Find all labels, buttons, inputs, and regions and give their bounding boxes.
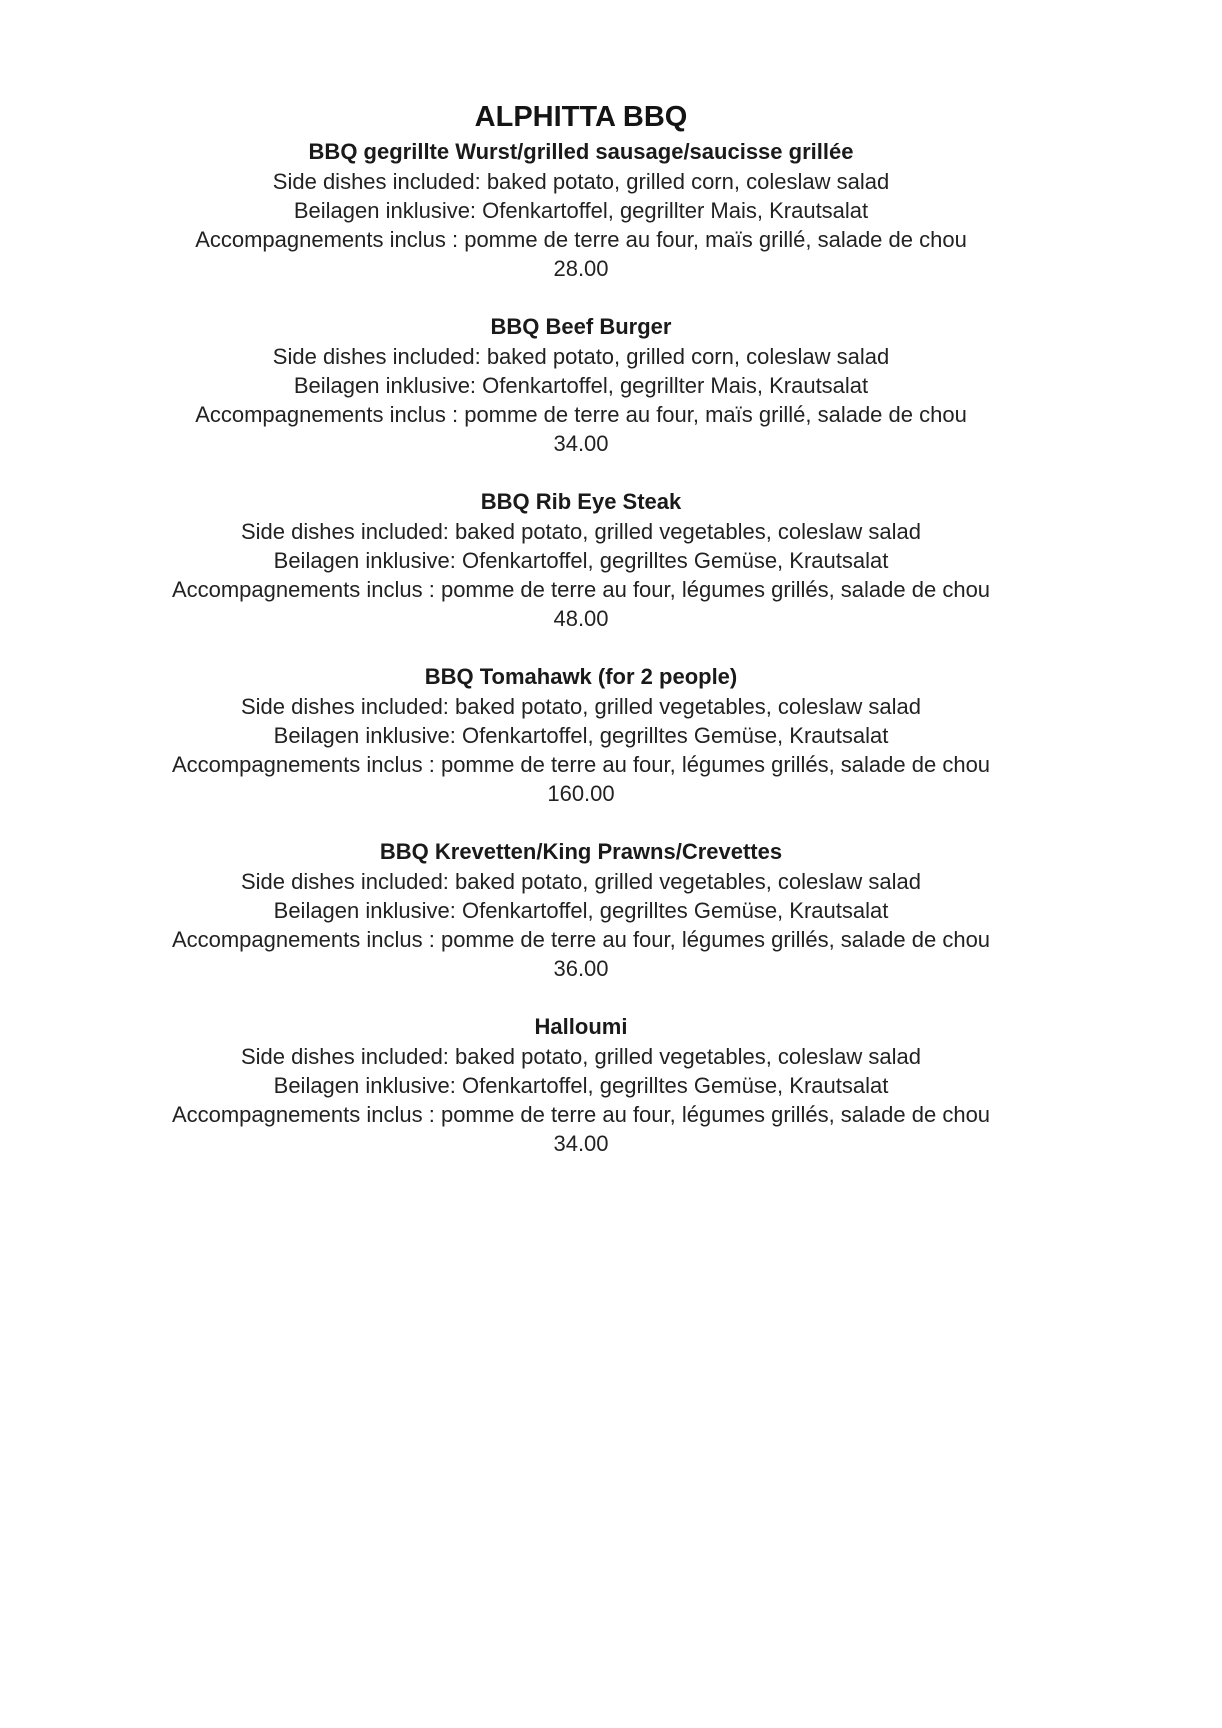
menu-item — [0, 137, 1162, 283]
side-dishes-english: Side dishes included: baked potato, grilled vegetables, coleslaw salad — [241, 1044, 921, 1069]
item-price: 34.00 — [553, 431, 609, 456]
side-dishes-french: Accompagnements inclus : pomme de terre au four, légumes grillés, salade de chou — [171, 577, 991, 602]
menu — [0, 97, 1162, 1158]
side-dishes-german: Beilagen inklusive: Ofenkartoffel, gegrilltes Gemüse, Krautsalat — [273, 723, 889, 748]
side-dishes-english: Side dishes included: baked potato, grilled vegetables, coleslaw salad — [241, 694, 921, 719]
item-price: 160.00 — [547, 781, 615, 806]
side-dishes-german: Beilagen inklusive: Ofenkartoffel, gegrilltes Gemüse, Krautsalat — [273, 548, 889, 573]
item-name: BBQ Beef Burger — [490, 314, 672, 339]
side-dishes-french: Accompagnements inclus : pomme de terre au four, légumes grillés, salade de chou — [171, 1102, 991, 1127]
menu-title: ALPHITTA BBQ — [474, 101, 688, 133]
side-dishes-english: Side dishes included: baked potato, grilled corn, coleslaw salad — [272, 169, 890, 194]
menu-item — [0, 837, 1162, 983]
menu-item — [0, 487, 1162, 633]
side-dishes-english: Side dishes included: baked potato, grilled vegetables, coleslaw salad — [241, 519, 921, 544]
item-name: Halloumi — [534, 1014, 628, 1039]
side-dishes-german: Beilagen inklusive: Ofenkartoffel, gegrillter Mais, Krautsalat — [293, 373, 869, 398]
side-dishes-german: Beilagen inklusive: Ofenkartoffel, gegrillter Mais, Krautsalat — [293, 198, 869, 223]
item-name: BBQ Rib Eye Steak — [480, 489, 682, 514]
side-dishes-german: Beilagen inklusive: Ofenkartoffel, gegrilltes Gemüse, Krautsalat — [273, 898, 889, 923]
side-dishes-french: Accompagnements inclus : pomme de terre au four, légumes grillés, salade de chou — [171, 752, 991, 777]
side-dishes-german: Beilagen inklusive: Ofenkartoffel, gegrilltes Gemüse, Krautsalat — [273, 1073, 889, 1098]
side-dishes-french: Accompagnements inclus : pomme de terre au four, maïs grillé, salade de chou — [195, 227, 967, 252]
item-price: 48.00 — [553, 606, 609, 631]
item-name: BBQ gegrillte Wurst/grilled sausage/saucisse grillée — [308, 139, 854, 164]
item-price: 36.00 — [553, 956, 609, 981]
item-price: 34.00 — [553, 1131, 609, 1156]
side-dishes-french: Accompagnements inclus : pomme de terre au four, maïs grillé, salade de chou — [195, 402, 967, 427]
side-dishes-english: Side dishes included: baked potato, grilled corn, coleslaw salad — [272, 344, 890, 369]
side-dishes-french: Accompagnements inclus : pomme de terre au four, légumes grillés, salade de chou — [171, 927, 991, 952]
item-name: BBQ Tomahawk (for 2 people) — [424, 664, 738, 689]
menu-item — [0, 312, 1162, 458]
item-name: BBQ Krevetten/King Prawns/Crevettes — [379, 839, 783, 864]
side-dishes-english: Side dishes included: baked potato, grilled vegetables, coleslaw salad — [241, 869, 921, 894]
menu-item — [0, 1012, 1162, 1158]
item-price: 28.00 — [553, 256, 609, 281]
menu-item — [0, 662, 1162, 808]
